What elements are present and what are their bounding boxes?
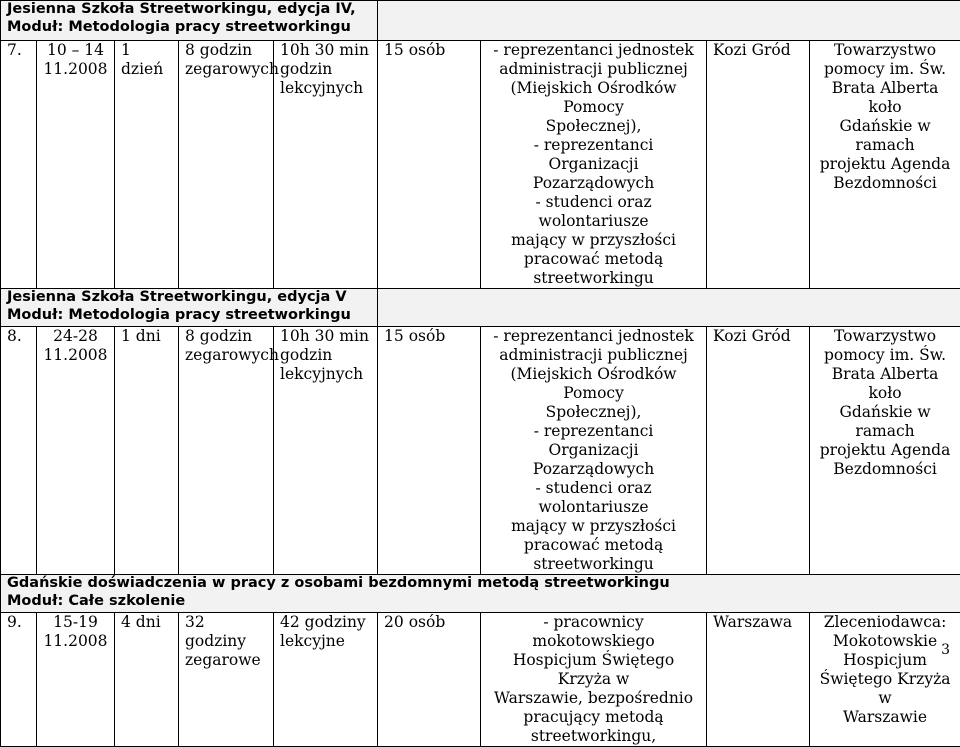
row-participants: 20 osób [378, 613, 481, 747]
table-row [1, 613, 960, 747]
row-hours-clock: 8 godzin zegarowych [179, 41, 274, 289]
section-module-line: Moduł: Całe szkolenie [7, 593, 954, 611]
row-number: 9. [1, 613, 37, 747]
section-module-line: Moduł: Metodologia pracy streetworkingu [7, 307, 371, 325]
row-place: Kozi Gród [707, 327, 810, 575]
section-header [1, 1, 960, 41]
row-organizer: Towarzystwo pomocy im. Św. Brata Alberta koło Gdańskie w ramach projektu Agenda Bezdomności [810, 41, 960, 289]
row-hours-lecture: 10h 30 min godzin lekcyjnych [274, 41, 378, 289]
row-date: 24-28 11.2008 [37, 327, 115, 575]
section-header [1, 289, 960, 327]
section-header-blank [378, 289, 960, 327]
row-organizer: Zleceniodawca: Mokotowskie Hospicjum Świętego Krzyża w Warszawie [810, 613, 960, 747]
section-title [1, 289, 378, 327]
page-number: 3 [941, 641, 950, 660]
row-days: 1 dzień [115, 41, 179, 289]
section-title-line1: Gdańskie doświadczenia w pracy z osobami bezdomnymi metodą streetworkingu [7, 575, 954, 593]
row-date: 15-19 11.2008 [37, 613, 115, 747]
row-target-group: - reprezentanci jednostek administracji publicznej (Miejskich Ośrodków Pomocy Społecznej), - reprezentanci Organizacji Pozarządowych - studenci oraz wolontariusze mający w przyszłości pracować metodą streetworkingu [481, 41, 707, 289]
row-place: Kozi Gród [707, 41, 810, 289]
section-title-line1: Jesienna Szkoła Streetworkingu, edycja IV, [7, 1, 371, 19]
row-hours-lecture: 42 godziny lekcyjne [274, 613, 378, 747]
section-header [1, 575, 960, 613]
row-date: 10 – 14 11.2008 [37, 41, 115, 289]
row-organizer: Towarzystwo pomocy im. Św. Brata Alberta koło Gdańskie w ramach projektu Agenda Bezdomności [810, 327, 960, 575]
row-number: 7. [1, 41, 37, 289]
row-participants: 15 osób [378, 327, 481, 575]
row-participants: 15 osób [378, 41, 481, 289]
section-header-blank [378, 1, 960, 41]
table-row [1, 41, 960, 289]
section-title-line1: Jesienna Szkoła Streetworkingu, edycja V [7, 289, 371, 307]
section-title [1, 1, 378, 41]
row-days: 1 dni [115, 327, 179, 575]
table-row [1, 327, 960, 575]
row-hours-lecture: 10h 30 min godzin lekcyjnych [274, 327, 378, 575]
row-target-group: - reprezentanci jednostek administracji publicznej (Miejskich Ośrodków Pomocy Społecznej), - reprezentanci Organizacji Pozarządowych - studenci oraz wolontariusze mający w przyszłości pracować metodą streetworkingu [481, 327, 707, 575]
row-target-group: - pracownicy mokotowskiego Hospicjum Świętego Krzyża w Warszawie, bezpośrednio pracujący metodą streetworkingu, [481, 613, 707, 747]
row-hours-clock: 32 godziny zegarowe [179, 613, 274, 747]
section-module-line: Moduł: Metodologia pracy streetworkingu [7, 19, 371, 37]
row-place: Warszawa [707, 613, 810, 747]
row-days: 4 dni [115, 613, 179, 747]
section-title [1, 575, 960, 613]
row-hours-clock: 8 godzin zegarowych [179, 327, 274, 575]
row-number: 8. [1, 327, 37, 575]
